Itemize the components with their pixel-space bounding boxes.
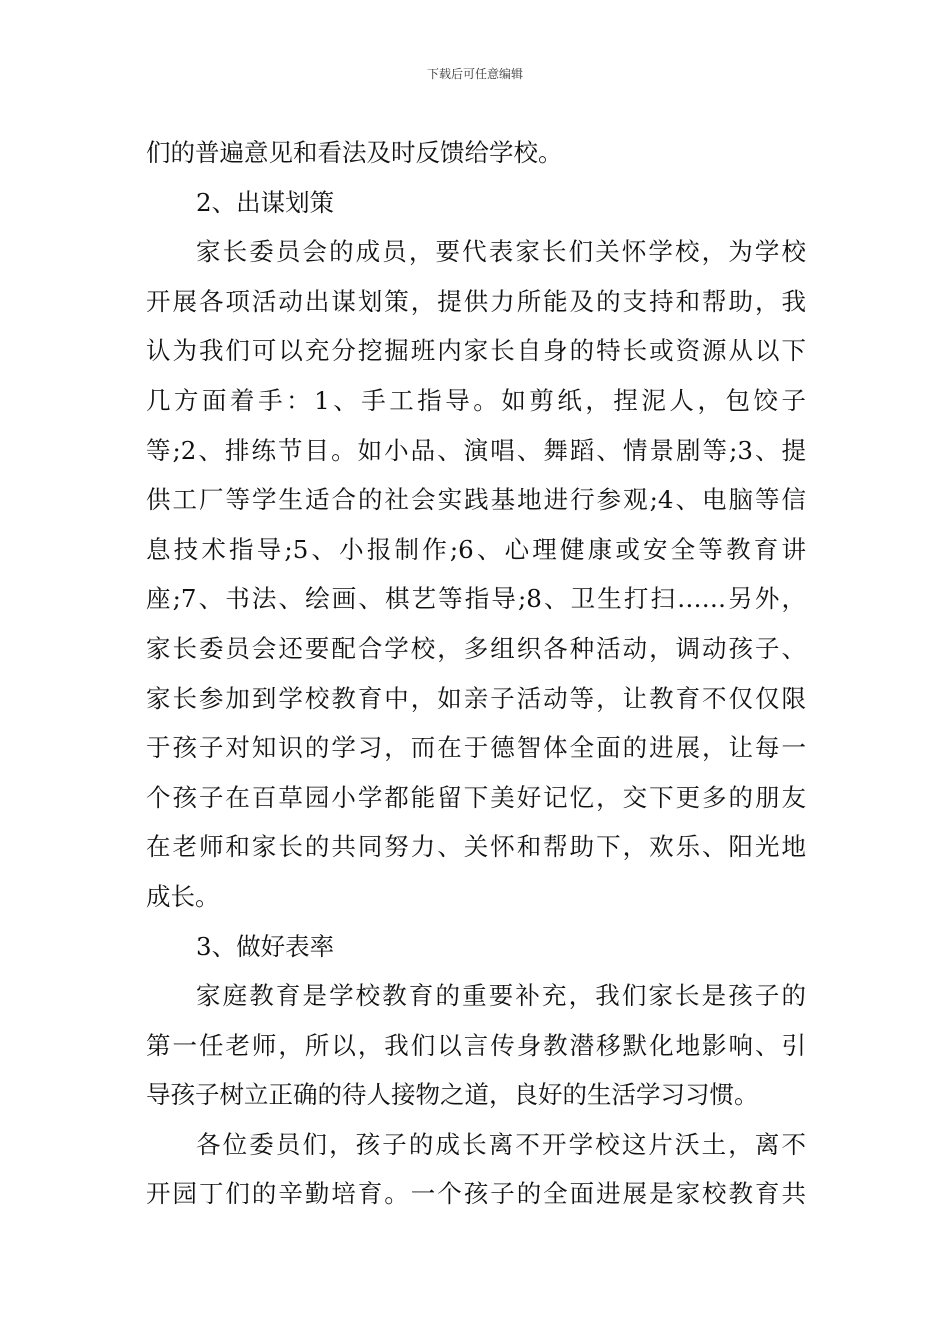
text-line: 开展各项活动出谋划策，提供力所能及的支持和帮助，我 (146, 286, 806, 316)
text-line: 第一任老师，所以，我们以言传身教潜移默化地影响、引 (146, 1030, 806, 1060)
text-line: 座;7、书法、绘画、棋艺等指导;8、卫生打扫……另外， (146, 584, 806, 614)
text-line: 个孩子在百草园小学都能留下美好记忆，交下更多的朋友 (146, 782, 806, 812)
text-line: 息技术指导;5、小报制作;6、心理健康或安全等教育讲 (146, 534, 806, 564)
section-heading: 3、做好表率 (196, 931, 335, 961)
text-line: 开园丁们的辛勤培育。一个孩子的全面进展是家校教育共 (146, 1179, 806, 1209)
text-line: 成长。 (146, 881, 220, 911)
page-header: 下载后可任意编辑 (426, 67, 523, 81)
text-line: 供工厂等学生适合的社会实践基地进行参观;4、电脑等信 (146, 485, 806, 515)
text-line: 在老师和家长的共同努力、关怀和帮助下，欢乐、阳光地 (146, 832, 806, 862)
text-line: 导孩子树立正确的待人接物之道，良好的生活学习习惯。 (146, 1080, 759, 1110)
document-body (146, 128, 806, 1219)
text-line: 等;2、排练节目。如小品、演唱、舞蹈、情景剧等;3、提 (146, 435, 806, 465)
text-line: 家长参加到学校教育中，如亲子活动等，让教育不仅仅限 (146, 683, 806, 713)
text-line: 认为我们可以充分挖掘班内家长自身的特长或资源从以下 (146, 336, 806, 366)
section-heading: 2、出谋划策 (196, 187, 335, 217)
text-line: 几方面着手：1、手工指导。如剪纸，捏泥人，包饺子 (146, 385, 806, 415)
text-line: 家长委员会还要配合学校，多组织各种活动，调动孩子、 (146, 633, 806, 663)
text-line: 于孩子对知识的学习，而在于德智体全面的进展，让每一 (146, 733, 806, 763)
text-line: 各位委员们，孩子的成长离不开学校这片沃土，离不 (196, 1129, 806, 1159)
text-line: 们的普遍意见和看法及时反馈给学校。 (146, 138, 563, 167)
text-line: 家长委员会的成员，要代表家长们关怀学校，为学校 (196, 237, 806, 267)
text-line: 家庭教育是学校教育的重要补充，我们家长是孩子的 (196, 981, 806, 1011)
